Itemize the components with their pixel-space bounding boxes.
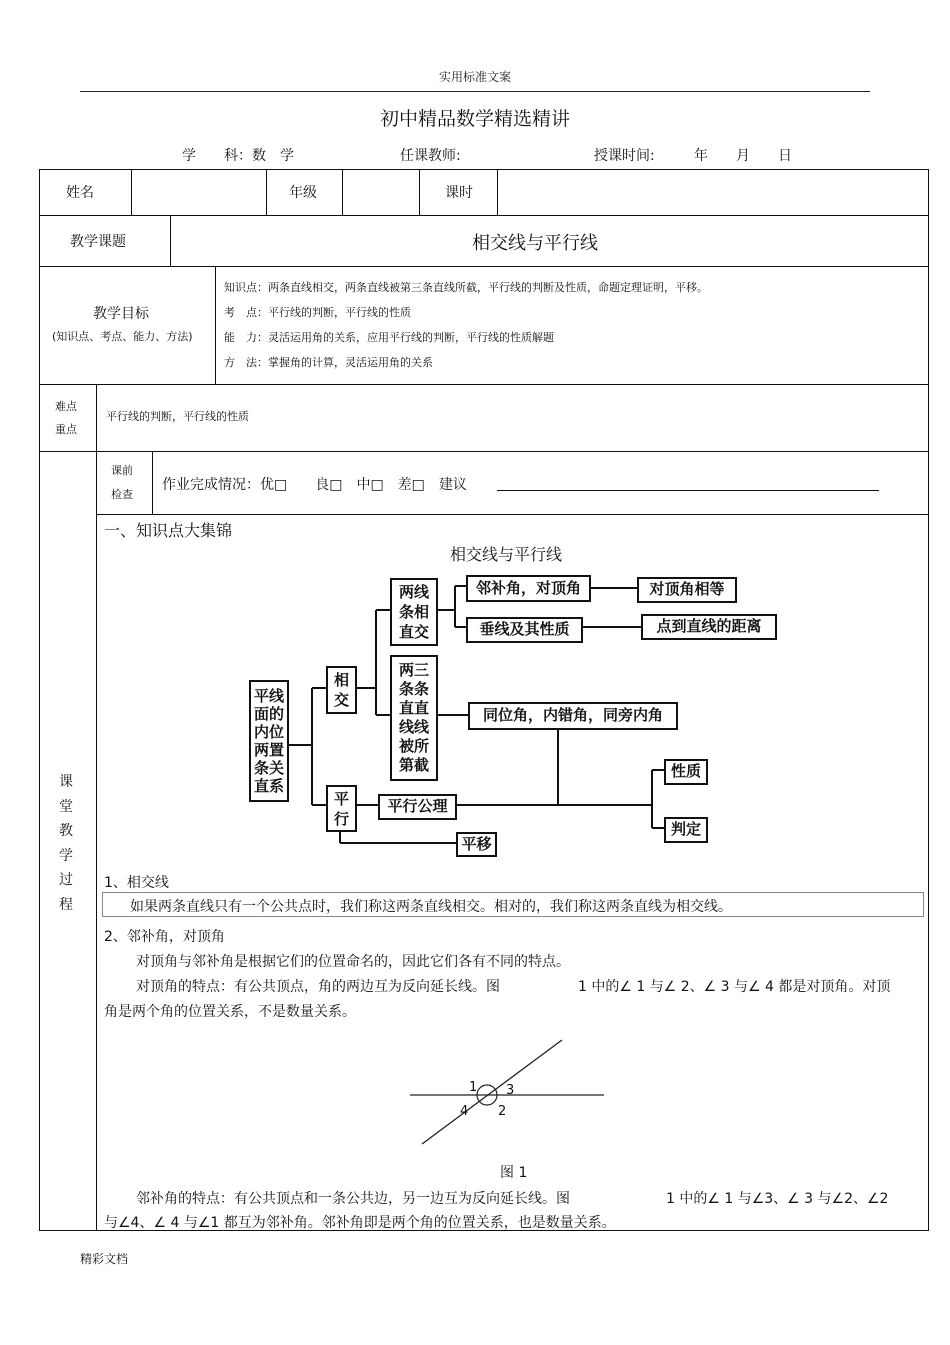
- goal-knowledge: 知识点：两条直线相交，两条直线被第三条直线所截，平行线的判断及性质，命题定理证明，平移。: [224, 281, 708, 294]
- s2-paragraph-1: 对顶角与邻补角是根据它们的位置命名的，因此它们各有不同的特点。: [136, 954, 570, 970]
- node-three-lines: 两三条条直直线线被所第截: [390, 655, 438, 781]
- fig-label-3: 3: [506, 1083, 515, 1098]
- key-point-label: 重点: [55, 423, 77, 436]
- s1-title: 1、相交线: [104, 875, 169, 891]
- goal-label: 教学目标: [93, 306, 149, 322]
- process-label: 课 堂 教 学 过 程: [59, 774, 73, 913]
- node-distance: 点到直线的距离: [641, 614, 777, 640]
- section-heading: 一、知识点大集锦: [104, 521, 233, 540]
- footer-text: 精彩文档: [80, 1252, 129, 1266]
- s2-paragraph-3b: 1 中的∠ 1 与∠3、∠ 3 与∠2、∠2: [666, 1191, 889, 1207]
- node-root: 平线面的内位两置条关直系: [249, 680, 289, 802]
- fig-label-1: 1: [469, 1080, 478, 1095]
- page-title: 初中精品数学精选精讲: [379, 108, 570, 130]
- node-parallel: 平行: [326, 785, 357, 832]
- date-field: 年 月 日: [694, 148, 792, 164]
- s2-paragraph-2b: 1 中的∠ 1 与∠ 2、∠ 3 与∠ 4 都是对顶角。对顶: [578, 979, 891, 995]
- node-intersect: 相交: [326, 666, 357, 714]
- check-label: 检查: [111, 488, 133, 501]
- teacher-field: 任课教师:: [400, 148, 461, 164]
- time-field: 授课时间:: [594, 148, 655, 164]
- node-judge: 判定: [664, 817, 708, 843]
- goal-method: 方 法：掌握角的计算，灵活运用角的关系: [224, 356, 433, 369]
- s1-text-box: [102, 892, 924, 917]
- node-angles: 同位角，内错角，同旁内角: [468, 702, 678, 730]
- name-label: 姓名: [66, 185, 94, 201]
- header-top-text: 实用标准文案: [438, 70, 511, 84]
- node-translation: 平移: [456, 832, 497, 857]
- topic-value: 相交线与平行线: [472, 233, 598, 254]
- period-label: 课时: [445, 185, 473, 201]
- node-adjacent-vertical: 邻补角，对顶角: [466, 575, 591, 602]
- goal-exam: 考 点：平行线的判断，平行线的性质: [224, 306, 411, 319]
- grade-label: 年级: [289, 185, 317, 201]
- s2-title: 2、邻补角，对顶角: [104, 929, 225, 945]
- fig-label-4: 4: [460, 1104, 469, 1119]
- diagram-title: 相交线与平行线: [450, 545, 563, 564]
- s1-text: 如果两条直线只有一个公共点时，我们称这两条直线相交。相对的，我们称这两条直线为相交线。: [130, 899, 732, 915]
- node-perpendicular: 垂线及其性质: [466, 617, 583, 643]
- node-two-lines: 两线条相直交: [390, 578, 438, 646]
- s2-paragraph-3c: 与∠4、∠ 4 与∠1 都互为邻补角。邻补角即是两个角的位置关系，也是数量关系。: [104, 1215, 616, 1231]
- node-property: 性质: [664, 759, 708, 785]
- goal-sub-label: (知识点、考点、能力、方法): [52, 330, 193, 343]
- node-axiom: 平行公理: [378, 794, 457, 820]
- homework-status: 作业完成情况：优□ 良□ 中□ 差□ 建议: [162, 477, 467, 493]
- goal-ability: 能 力：灵活运用角的关系，应用平行线的判断，平行线的性质解题: [224, 331, 554, 344]
- s2-paragraph-2c: 角是两个角的位置关系，不是数量关系。: [104, 1004, 356, 1020]
- precheck-label: 课前: [111, 464, 133, 477]
- difficulty-value: 平行线的判断，平行线的性质: [106, 410, 249, 423]
- subject-field: 学 科：数 学: [182, 148, 294, 164]
- fig-label-2: 2: [498, 1104, 507, 1119]
- difficulty-label: 难点: [55, 400, 77, 413]
- node-vertical-equal: 对顶角相等: [637, 577, 737, 603]
- topic-label: 教学课题: [70, 234, 126, 250]
- figure-caption: 图 1: [500, 1165, 528, 1181]
- s2-paragraph-2a: 对顶角的特点：有公共顶点，角的两边互为反向延长线。图: [136, 979, 500, 995]
- s2-paragraph-3a: 邻补角的特点：有公共顶点和一条公共边，另一边互为反向延长线。图: [136, 1191, 570, 1207]
